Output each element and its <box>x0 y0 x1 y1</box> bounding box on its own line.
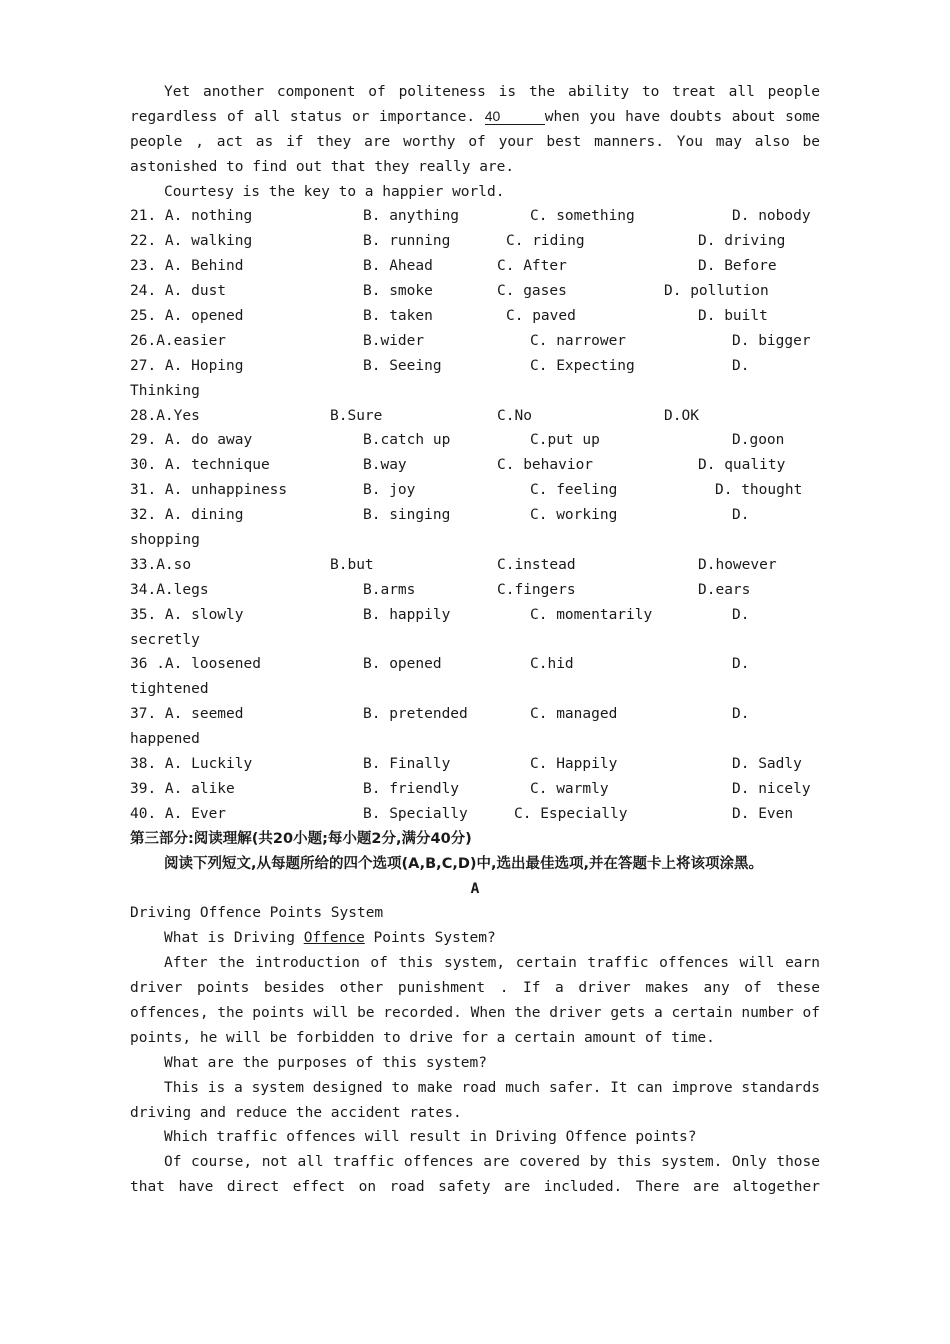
option-c: C. After <box>497 258 567 275</box>
option-a: 36 .A. loosened <box>130 656 261 673</box>
option-b: B.but <box>330 556 374 573</box>
option-d: D. bigger <box>732 332 811 349</box>
subheading: Which traffic offences will result in Driving Offence points? <box>164 1129 697 1146</box>
question-row <box>130 478 820 503</box>
option-a: 37. A. seemed <box>130 706 244 723</box>
option-d: D. <box>732 706 750 723</box>
option-c: C. paved <box>506 308 576 325</box>
passage-text: Yet another component of politeness is the ability to treat all people <box>164 84 820 100</box>
question-row <box>130 204 820 229</box>
option-b: B.arms <box>363 581 416 598</box>
passage-line <box>130 80 820 105</box>
option-b: B.catch up <box>363 432 451 449</box>
option-a: 30. A. technique <box>130 457 270 474</box>
question-row <box>130 329 820 354</box>
option-a: 38. A. Luckily <box>130 756 253 773</box>
option-d: D.however <box>698 556 777 573</box>
option-b: B.wider <box>363 332 425 349</box>
option-b: B. Specially <box>363 805 468 822</box>
option-c: C.No <box>497 407 532 424</box>
paragraph-line: driving and reduce the accident rates. <box>130 1104 462 1121</box>
option-a: 31. A. unhappiness <box>130 482 288 499</box>
section-instruction: 阅读下列短文,从每题所给的四个选项(A,B,C,D)中,选出最佳选项,并在答题卡上将该项涂黑。 <box>164 855 764 872</box>
option-c: C.instead <box>497 556 576 573</box>
option-b: B. anything <box>363 208 460 225</box>
subheading-text: Points System? <box>364 930 496 947</box>
option-d-wrap: shopping <box>130 532 200 549</box>
option-c: C.hid <box>530 656 574 673</box>
question-row <box>130 254 820 279</box>
option-c: C.fingers <box>497 581 576 598</box>
passage-title: Driving Offence Points System <box>130 905 384 922</box>
option-a: 35. A. slowly <box>130 606 244 623</box>
option-b: B. friendly <box>363 780 460 797</box>
option-d: D. thought <box>715 482 803 499</box>
option-d: D. pollution <box>664 283 769 300</box>
option-c: C. riding <box>506 233 585 250</box>
question-row <box>130 404 820 429</box>
paragraph-line: This is a system designed to make road much safer. It can improve standards <box>164 1079 820 1096</box>
option-c: C. something <box>530 208 635 225</box>
option-c: C.put up <box>530 432 600 449</box>
passage-text: regardless of all status or importance. <box>130 108 476 125</box>
passage-line: Courtesy is the key to a happier world. <box>164 183 505 200</box>
option-d: D.OK <box>664 407 699 424</box>
passage-line: people , act as if they are worthy of your best manners. You may also be <box>130 133 820 150</box>
paragraph-line: offences, the points will be recorded. When the driver gets a certain number of <box>130 1004 820 1021</box>
option-b: B. happily <box>363 606 451 623</box>
paragraph-line: After the introduction of this system, certain traffic offences will earn <box>164 955 820 972</box>
blank-40: 40 <box>485 108 545 125</box>
option-b: B. Finally <box>363 756 451 773</box>
option-c: C. managed <box>530 706 618 723</box>
option-a: 28.A.Yes <box>130 407 200 424</box>
option-c: C. Happily <box>530 756 618 773</box>
option-b: B. joy <box>363 482 416 499</box>
question-row <box>130 428 820 453</box>
option-d-wrap: happened <box>130 731 200 748</box>
question-row <box>130 578 820 603</box>
option-d: D. built <box>698 308 768 325</box>
option-c: C. working <box>530 507 618 524</box>
option-a: 23. A. Behind <box>130 258 244 275</box>
question-row <box>130 553 820 578</box>
option-c: C. Expecting <box>530 357 635 374</box>
option-a: 32. A. dining <box>130 507 244 524</box>
option-c: C. feeling <box>530 482 618 499</box>
option-b: B. singing <box>363 507 451 524</box>
option-c: C. narrower <box>530 332 627 349</box>
options-list <box>130 204 820 826</box>
option-d: D. nobody <box>732 208 811 225</box>
passage-line <box>130 105 820 130</box>
option-b: B. smoke <box>363 283 433 300</box>
option-c: C. warmly <box>530 780 609 797</box>
subheading-text: What is Driving <box>164 930 304 947</box>
question-row <box>130 752 820 777</box>
option-a: 25. A. opened <box>130 308 244 325</box>
option-d-wrap: secretly <box>130 631 200 648</box>
option-d: D. <box>732 656 750 673</box>
question-row <box>130 802 820 827</box>
option-c: C. gases <box>497 283 567 300</box>
document-page <box>130 80 820 1200</box>
option-b: B.way <box>363 457 407 474</box>
passage-line: astonished to find out that they really are. <box>130 158 515 175</box>
option-a: 33.A.so <box>130 556 192 573</box>
option-b: B. pretended <box>363 706 468 723</box>
option-d: D. driving <box>698 233 786 250</box>
option-b: B.Sure <box>330 407 383 424</box>
option-d-wrap: tightened <box>130 681 209 698</box>
option-b: B. taken <box>363 308 433 325</box>
question-row <box>130 603 820 628</box>
option-c: C. behavior <box>497 457 594 474</box>
paragraph-line: driver points besides other punishment . If a driver makes any of these <box>130 980 820 997</box>
option-c: C. momentarily <box>530 606 653 623</box>
question-row <box>130 229 820 254</box>
option-d-wrap: Thinking <box>130 382 200 399</box>
option-d: D.ears <box>698 581 751 598</box>
paragraph-line: Of course, not all traffic offences are covered by this system. Only those <box>164 1154 820 1171</box>
option-b: B. Ahead <box>363 258 433 275</box>
option-a: 29. A. do away <box>130 432 253 449</box>
question-row <box>130 354 820 379</box>
option-d: D. Sadly <box>732 756 802 773</box>
option-d: D. <box>732 357 750 374</box>
question-row <box>130 503 820 528</box>
question-row <box>130 702 820 727</box>
question-row <box>130 279 820 304</box>
option-d: D. quality <box>698 457 786 474</box>
paragraph-line: points, he will be forbidden to drive for a certain amount of time. <box>130 1029 715 1046</box>
option-a: 39. A. alike <box>130 780 235 797</box>
option-a: 22. A. walking <box>130 233 253 250</box>
option-a: 27. A. Hoping <box>130 357 244 374</box>
option-a: 24. A. dust <box>130 283 227 300</box>
question-row <box>130 304 820 329</box>
underlined-word: Offence <box>303 930 365 947</box>
option-a: 26.A.easier <box>130 332 227 349</box>
passage-label: A <box>470 880 480 897</box>
option-a: 40. A. Ever <box>130 805 227 822</box>
subheading <box>130 926 820 951</box>
option-d: D. <box>732 606 750 623</box>
option-a: 21. A. nothing <box>130 208 253 225</box>
question-row <box>130 453 820 478</box>
option-d: D. Before <box>698 258 777 275</box>
option-d: D. nicely <box>732 780 811 797</box>
question-row <box>130 777 820 802</box>
section-heading: 第三部分:阅读理解(共20小题;每小题2分,满分40分) <box>130 830 472 847</box>
option-b: B. opened <box>363 656 442 673</box>
option-b: B. Seeing <box>363 357 442 374</box>
subheading: What are the purposes of this system? <box>164 1054 488 1071</box>
option-d: D.goon <box>732 432 785 449</box>
option-d: D. <box>732 507 750 524</box>
passage-text: when you have doubts about some <box>544 108 820 125</box>
option-b: B. running <box>363 233 451 250</box>
question-row <box>130 652 820 677</box>
option-a: 34.A.legs <box>130 581 209 598</box>
paragraph-line: that have direct effect on road safety are included. There are altogether <box>130 1179 820 1196</box>
option-d: D. Even <box>732 805 794 822</box>
option-c: C. Especially <box>514 805 628 822</box>
